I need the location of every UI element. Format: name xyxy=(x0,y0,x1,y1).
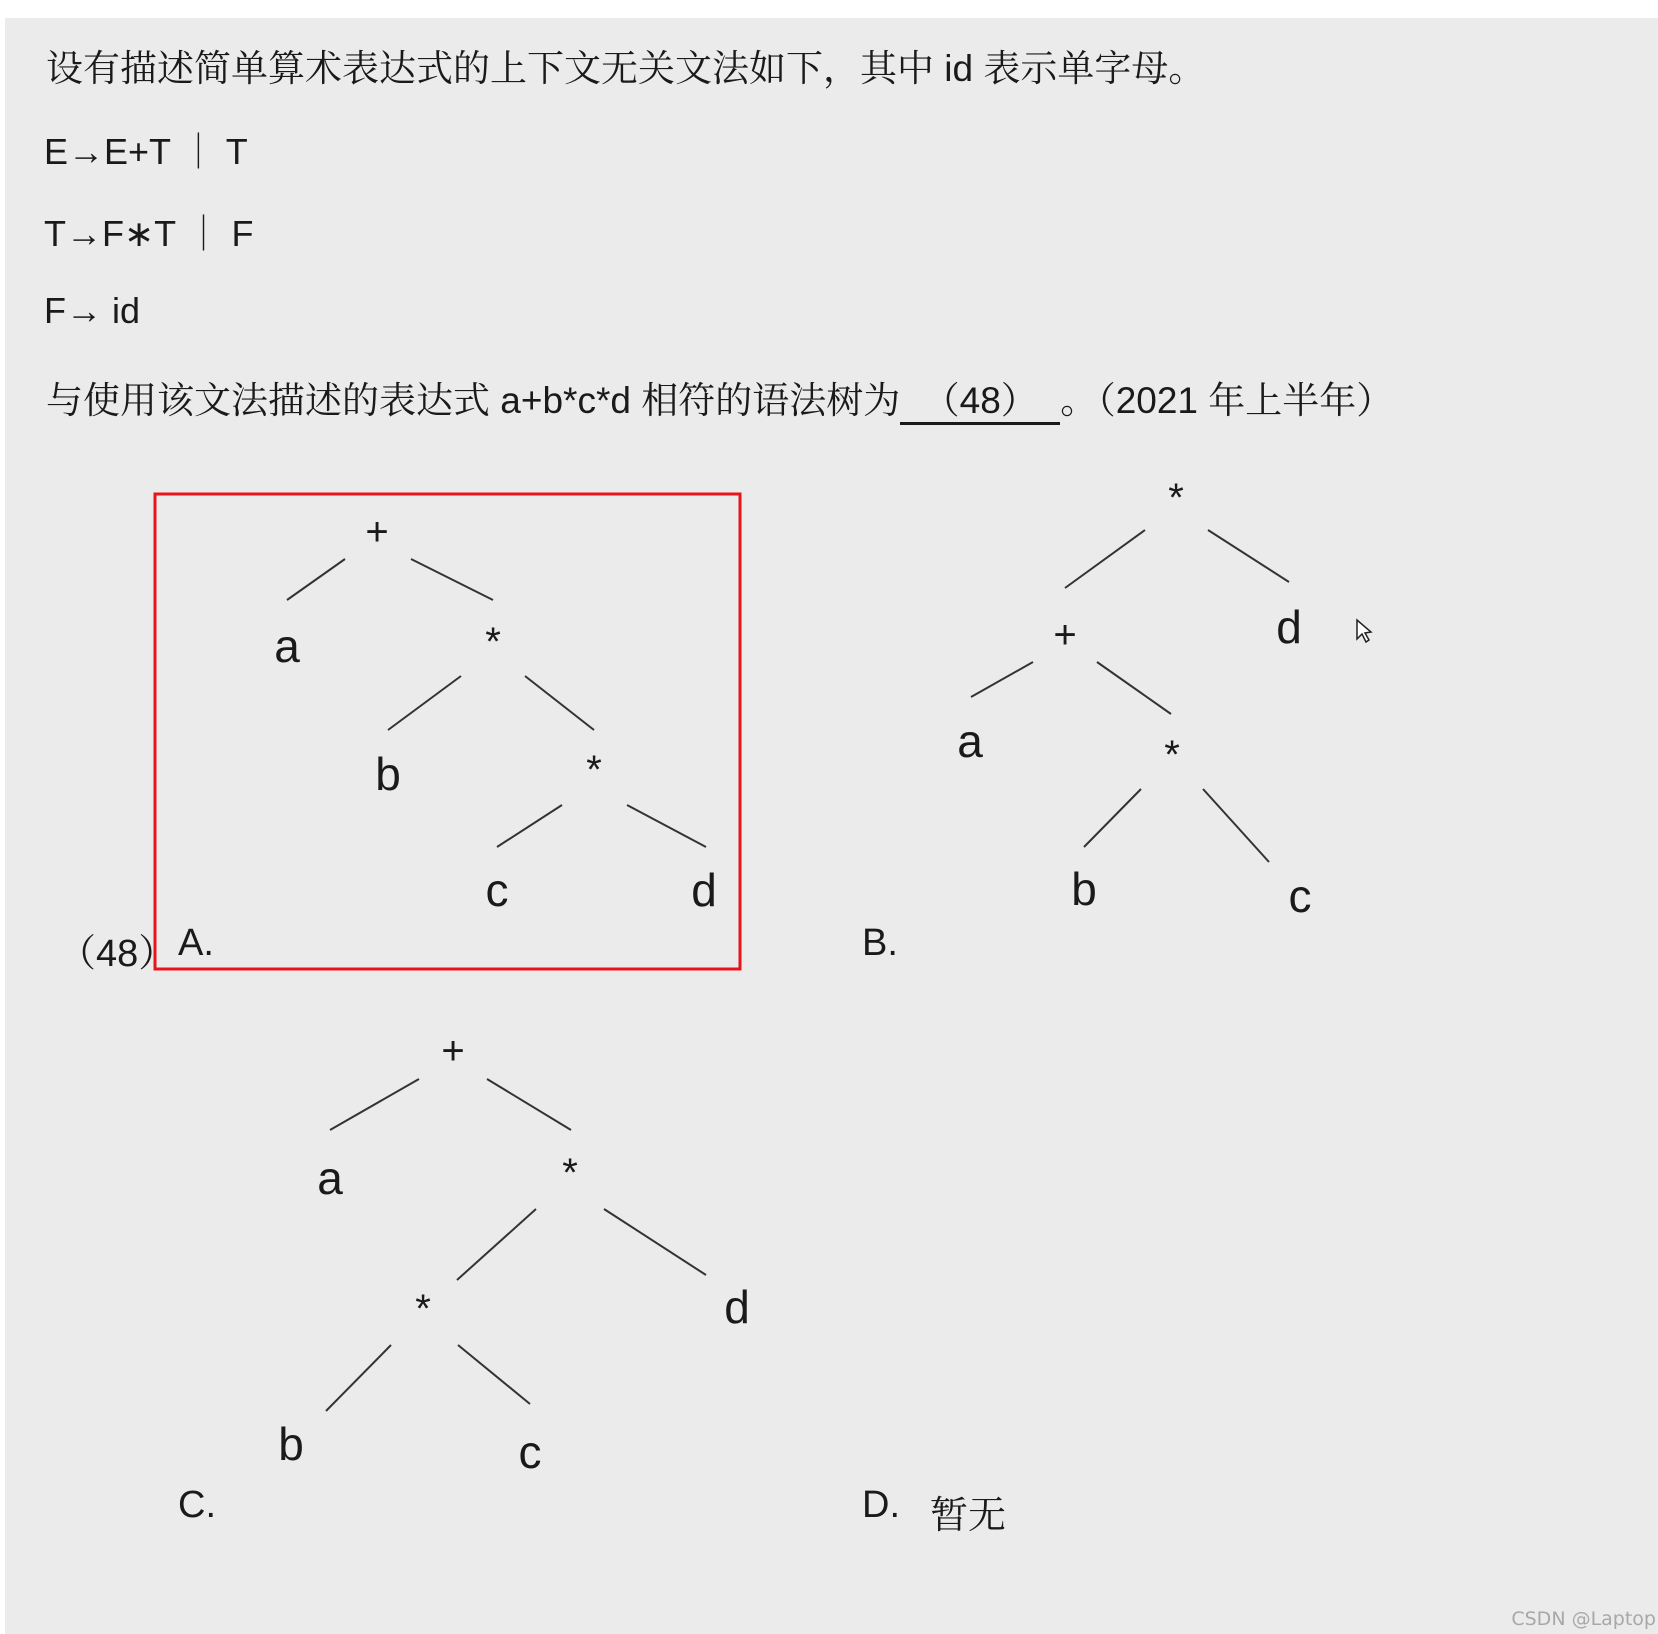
tree-a-leaf-d: d xyxy=(691,864,717,916)
tree-c-leaf-c: c xyxy=(518,1426,542,1478)
tree-c-edge xyxy=(326,1345,391,1411)
tree-b-leaf-b: b xyxy=(1071,863,1097,915)
tree-a-times-2: * xyxy=(586,748,602,792)
tree-a-edge xyxy=(411,559,493,600)
grammar-rule-e: E→E+T ｜ T xyxy=(44,131,248,172)
tree-b xyxy=(957,476,1311,922)
question-intro: 设有描述简单算术表达式的上下文无关文法如下，其中 id 表示单字母。 xyxy=(46,48,1206,89)
tree-b-root-times: * xyxy=(1168,476,1184,520)
watermark: CSDN @Laptop xyxy=(1511,1608,1656,1630)
tree-a-edge xyxy=(388,676,461,730)
option-c-label: C. xyxy=(178,1484,216,1526)
question-number: （48） xyxy=(58,933,177,975)
tree-b-edge xyxy=(1208,530,1289,582)
tree-c-root-plus: + xyxy=(441,1029,465,1073)
tree-b-edge xyxy=(971,662,1033,697)
tree-a xyxy=(274,510,717,916)
tree-b-leaf-d: d xyxy=(1276,601,1302,653)
tree-b-plus: + xyxy=(1053,613,1077,657)
tree-a-edge xyxy=(525,676,594,730)
tree-c-edge xyxy=(330,1079,419,1130)
prompt-source: 。（2021 年上半年） xyxy=(1060,380,1394,421)
tree-c-leaf-d: d xyxy=(724,1281,750,1333)
answer-blank: （48） xyxy=(900,381,1060,425)
tree-c-leaf-b: b xyxy=(278,1418,304,1470)
tree-b-times: * xyxy=(1164,733,1180,777)
tree-b-leaf-c: c xyxy=(1288,870,1312,922)
option-d-label: D. xyxy=(862,1484,900,1526)
tree-a-edge xyxy=(497,805,562,847)
mouse-cursor-icon xyxy=(1357,620,1371,642)
tree-a-leaf-b: b xyxy=(375,748,401,800)
tree-a-edge xyxy=(287,559,345,600)
option-b-label: B. xyxy=(862,922,898,964)
tree-a-edge xyxy=(627,805,706,847)
grammar-rule-f: F→ id xyxy=(44,290,141,331)
tree-a-leaf-a: a xyxy=(274,620,300,672)
tree-c-edge xyxy=(604,1209,706,1275)
tree-c-times-1: * xyxy=(562,1151,578,1195)
tree-c-times-2: * xyxy=(415,1287,431,1331)
tree-a-root-plus: + xyxy=(365,510,389,554)
tree-b-edge xyxy=(1084,789,1141,847)
option-a-label: A. xyxy=(178,922,214,964)
tree-c xyxy=(278,1029,750,1478)
option-d-text: 暂无 xyxy=(930,1495,1007,1537)
tree-b-edge xyxy=(1203,789,1269,862)
tree-c-leaf-a: a xyxy=(317,1152,343,1204)
tree-a-leaf-c: c xyxy=(485,864,509,916)
tree-b-leaf-a: a xyxy=(957,715,983,767)
tree-a-times-1: * xyxy=(485,620,501,664)
prompt-text: 与使用该文法描述的表达式 a+b*c*d 相符的语法树为 xyxy=(46,380,901,421)
tree-c-edge xyxy=(487,1079,571,1130)
tree-c-edge xyxy=(458,1345,530,1404)
tree-c-edge xyxy=(457,1209,536,1280)
tree-b-edge xyxy=(1097,662,1171,714)
tree-b-edge xyxy=(1065,530,1145,588)
answer-highlight-box xyxy=(155,494,740,969)
grammar-rule-t: T→F∗T ｜ F xyxy=(44,213,254,254)
